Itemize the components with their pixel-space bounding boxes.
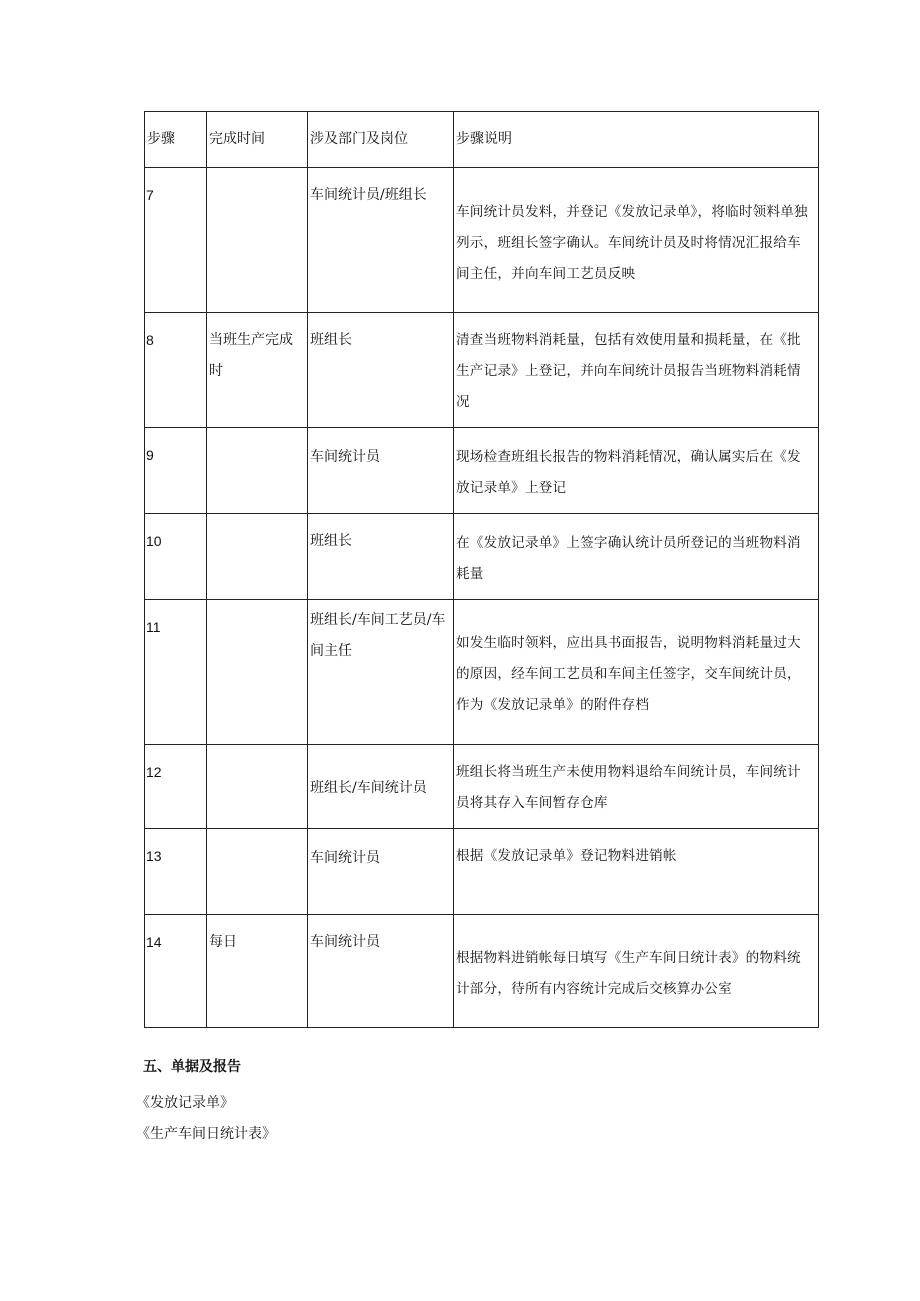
desc-cell: 根据《发放记录单》登记物料进销帐 xyxy=(454,829,819,915)
table-row xyxy=(145,915,819,1028)
dept-cell: 车间统计员 xyxy=(308,829,454,915)
dept-cell: 车间统计员 xyxy=(308,428,454,514)
table-row xyxy=(145,428,819,514)
desc-cell: 清查当班物料消耗量，包括有效使用量和损耗量，在《批生产记录》上登记，并向车间统计员报告当班物料消耗情况 xyxy=(454,313,819,428)
document-list xyxy=(136,1088,276,1150)
table-row xyxy=(145,313,819,428)
desc-cell: 根据物料进销帐每日填写《生产车间日统计表》的物料统计部分，待所有内容统计完成后交核算办公室 xyxy=(454,915,819,1028)
header-dept: 涉及部门及岗位 xyxy=(308,112,454,168)
section-heading: 五、单据及报告 xyxy=(143,1059,241,1075)
dept-cell: 车间统计员 xyxy=(308,915,454,1028)
step-cell: 8 xyxy=(145,313,207,428)
time-cell: 每日 xyxy=(207,915,308,1028)
dept-cell: 班组长/车间工艺员/车间主任 xyxy=(308,600,454,745)
header-step: 步骤 xyxy=(145,112,207,168)
table-row xyxy=(145,745,819,829)
list-item: 《发放记录单》 xyxy=(136,1095,234,1111)
desc-cell: 班组长将当班生产未使用物料退给车间统计员，车间统计员将其存入车间暂存仓库 xyxy=(454,745,819,829)
desc-cell: 如发生临时领料，应出具书面报告，说明物料消耗量过大的原因，经车间工艺员和车间主任签字，交车间统计员，作为《发放记录单》的附件存档 xyxy=(454,600,819,745)
time-cell xyxy=(207,168,308,313)
step-cell: 12 xyxy=(145,745,207,829)
table-row xyxy=(145,514,819,600)
desc-cell: 车间统计员发料，并登记《发放记录单》，将临时领料单独列示，班组长签字确认。车间统计员及时将情况汇报给车间主任，并向车间工艺员反映 xyxy=(454,168,819,313)
table-header-row xyxy=(145,112,819,168)
desc-cell: 在《发放记录单》上签字确认统计员所登记的当班物料消耗量 xyxy=(454,514,819,600)
list-item: 《生产车间日统计表》 xyxy=(136,1126,276,1142)
dept-cell: 班组长 xyxy=(308,313,454,428)
step-cell: 11 xyxy=(145,600,207,745)
step-cell: 14 xyxy=(145,915,207,1028)
header-time: 完成时间 xyxy=(207,112,308,168)
time-cell xyxy=(207,745,308,829)
dept-cell: 班组长/车间统计员 xyxy=(308,745,454,829)
table-row xyxy=(145,829,819,915)
dept-cell: 车间统计员/班组长 xyxy=(308,168,454,313)
time-cell xyxy=(207,514,308,600)
time-cell: 当班生产完成时 xyxy=(207,313,308,428)
step-cell: 7 xyxy=(145,168,207,313)
desc-cell: 现场检查班组长报告的物料消耗情况，确认属实后在《发放记录单》上登记 xyxy=(454,428,819,514)
step-cell: 10 xyxy=(145,514,207,600)
time-cell xyxy=(207,829,308,915)
header-desc: 步骤说明 xyxy=(454,112,819,168)
procedure-table xyxy=(144,111,819,1028)
step-cell: 13 xyxy=(145,829,207,915)
table-row xyxy=(145,168,819,313)
step-cell: 9 xyxy=(145,428,207,514)
time-cell xyxy=(207,600,308,745)
dept-cell: 班组长 xyxy=(308,514,454,600)
table-row xyxy=(145,600,819,745)
time-cell xyxy=(207,428,308,514)
